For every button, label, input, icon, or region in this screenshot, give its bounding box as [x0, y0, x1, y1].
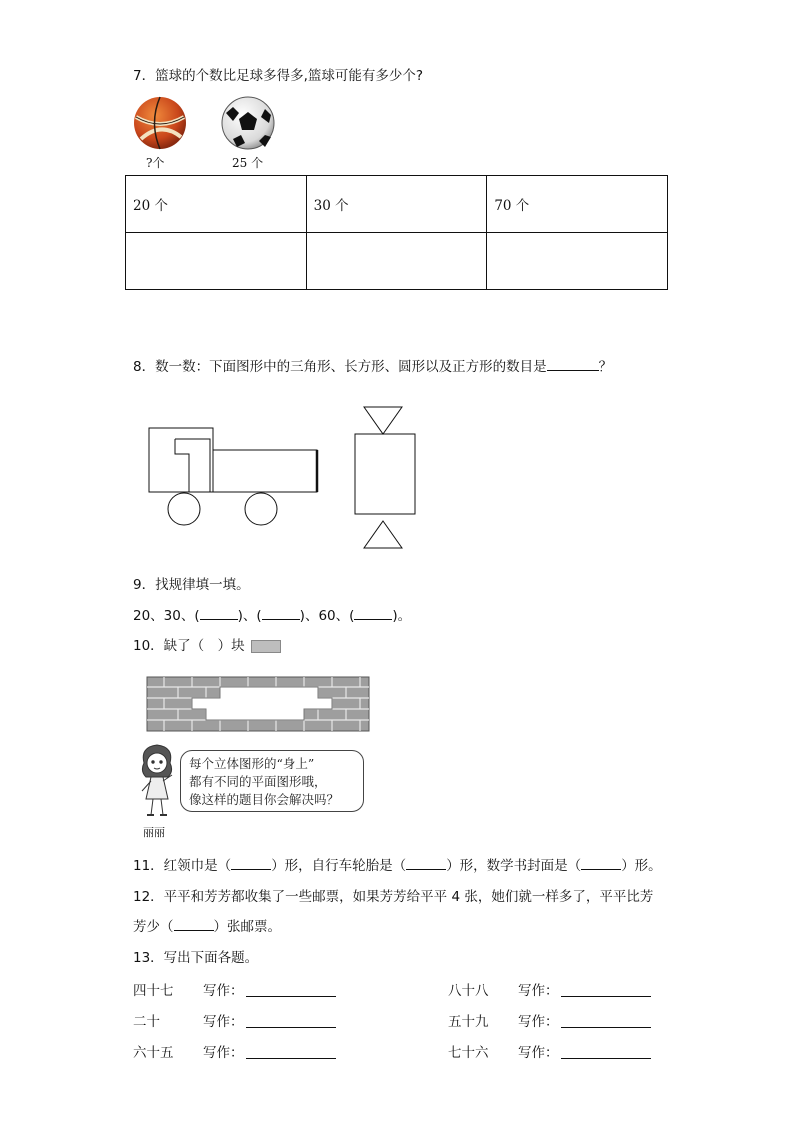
- shapes-figure: [140, 400, 430, 552]
- q10-text-label: 10．缺了（ ）块: [133, 638, 245, 654]
- girl-lili-illustration: [134, 741, 180, 823]
- q12-line2: [133, 917, 281, 937]
- q13-item: 五十九: [448, 1014, 489, 1030]
- option-cell: 70 个: [487, 176, 668, 233]
- q13-item: 七十六: [448, 1045, 489, 1061]
- basketball-label: ?个: [146, 156, 165, 170]
- front-wheel-circle: [168, 493, 200, 525]
- write-blank[interactable]: [561, 1058, 651, 1059]
- q8-text: [133, 357, 612, 377]
- q11-blank-1[interactable]: [231, 869, 271, 870]
- truck-cab-square: [149, 428, 213, 492]
- q11-part: 11．红领巾是（: [133, 858, 232, 874]
- basketball-icon: [131, 95, 189, 151]
- q8-blank[interactable]: [547, 370, 599, 371]
- write-blank[interactable]: [246, 1027, 336, 1028]
- answer-cell[interactable]: [487, 233, 668, 290]
- bottom-triangle: [364, 521, 402, 548]
- truck-window-shape: [175, 439, 210, 492]
- q9-seq-part: )、(: [237, 608, 262, 624]
- football-label: 25 个: [232, 156, 264, 170]
- write-blank[interactable]: [246, 996, 336, 997]
- q11-blank-2[interactable]: [406, 869, 446, 870]
- q11-text: [133, 856, 662, 876]
- write-label: 写作：: [518, 1014, 559, 1030]
- write-label: 写作：: [203, 983, 244, 999]
- q13-item: 四十七: [133, 983, 174, 999]
- write-blank[interactable]: [246, 1058, 336, 1059]
- q8-text-before: 8．数一数：下面图形中的三角形、长方形、圆形以及正方形的数目是: [133, 359, 547, 375]
- q11-part: ）形，自行车轮胎是（: [271, 858, 407, 874]
- q9-sequence: [133, 606, 411, 626]
- q12-blank[interactable]: [174, 930, 214, 931]
- tall-rectangle: [355, 434, 415, 514]
- speech-bubble: [180, 750, 364, 812]
- answer-cell[interactable]: [126, 233, 307, 290]
- q13-item: 六十五: [133, 1045, 174, 1061]
- girl-name: 丽丽: [143, 826, 165, 839]
- speech-line: 每个立体图形的“身上”: [189, 756, 315, 771]
- q11-part: ）形，数学书封面是（: [446, 858, 582, 874]
- write-label: 写作：: [518, 1045, 559, 1061]
- q11-blank-3[interactable]: [581, 869, 621, 870]
- q13-item: 八十八: [448, 983, 489, 999]
- q13-item: 二十: [133, 1014, 160, 1030]
- q9-blank-2[interactable]: [262, 619, 300, 620]
- q9-title: 9．找规律填一填。: [133, 577, 250, 593]
- football-icon: [219, 95, 277, 151]
- write-blank[interactable]: [561, 1027, 651, 1028]
- q7-options-table: [125, 175, 668, 290]
- q9-blank-1[interactable]: [200, 619, 238, 620]
- answer-cell[interactable]: [306, 233, 487, 290]
- write-label: 写作：: [518, 983, 559, 999]
- q9-seq-part: )、60、(: [299, 608, 355, 624]
- write-blank[interactable]: [561, 996, 651, 997]
- brick-wall-figure: [146, 676, 370, 732]
- q11-part: ）形。: [621, 858, 662, 874]
- rear-wheel-circle: [245, 493, 277, 525]
- option-cell: 20 个: [126, 176, 307, 233]
- q7-text: 7．篮球的个数比足球多得多,篮球可能有多少个?: [133, 68, 424, 84]
- brick-icon: [251, 640, 281, 653]
- q12-line1: 12．平平和芳芳都收集了一些邮票，如果芳芳给平平 4 张，她们就一样多了，平平比芳: [133, 889, 654, 905]
- truck-body-rectangle: [213, 450, 317, 492]
- q9-seq-part: 20、30、(: [133, 608, 200, 624]
- q12-part: 芳少（: [133, 919, 174, 935]
- q12-part: ）张邮票。: [213, 919, 281, 935]
- top-triangle: [364, 407, 402, 434]
- q8-text-after: ？: [598, 359, 613, 375]
- option-cell: 30 个: [306, 176, 487, 233]
- write-label: 写作：: [203, 1014, 244, 1030]
- speech-line: 都有不同的平面图形哦，: [189, 774, 327, 789]
- q9-blank-3[interactable]: [354, 619, 392, 620]
- q9-seq-part: )。: [392, 608, 412, 624]
- write-label: 写作：: [203, 1045, 244, 1061]
- speech-line: 像这样的题目你会解决吗？: [189, 792, 340, 807]
- q10-text: [133, 636, 281, 656]
- q13-title: 13．写出下面各题。: [133, 950, 259, 966]
